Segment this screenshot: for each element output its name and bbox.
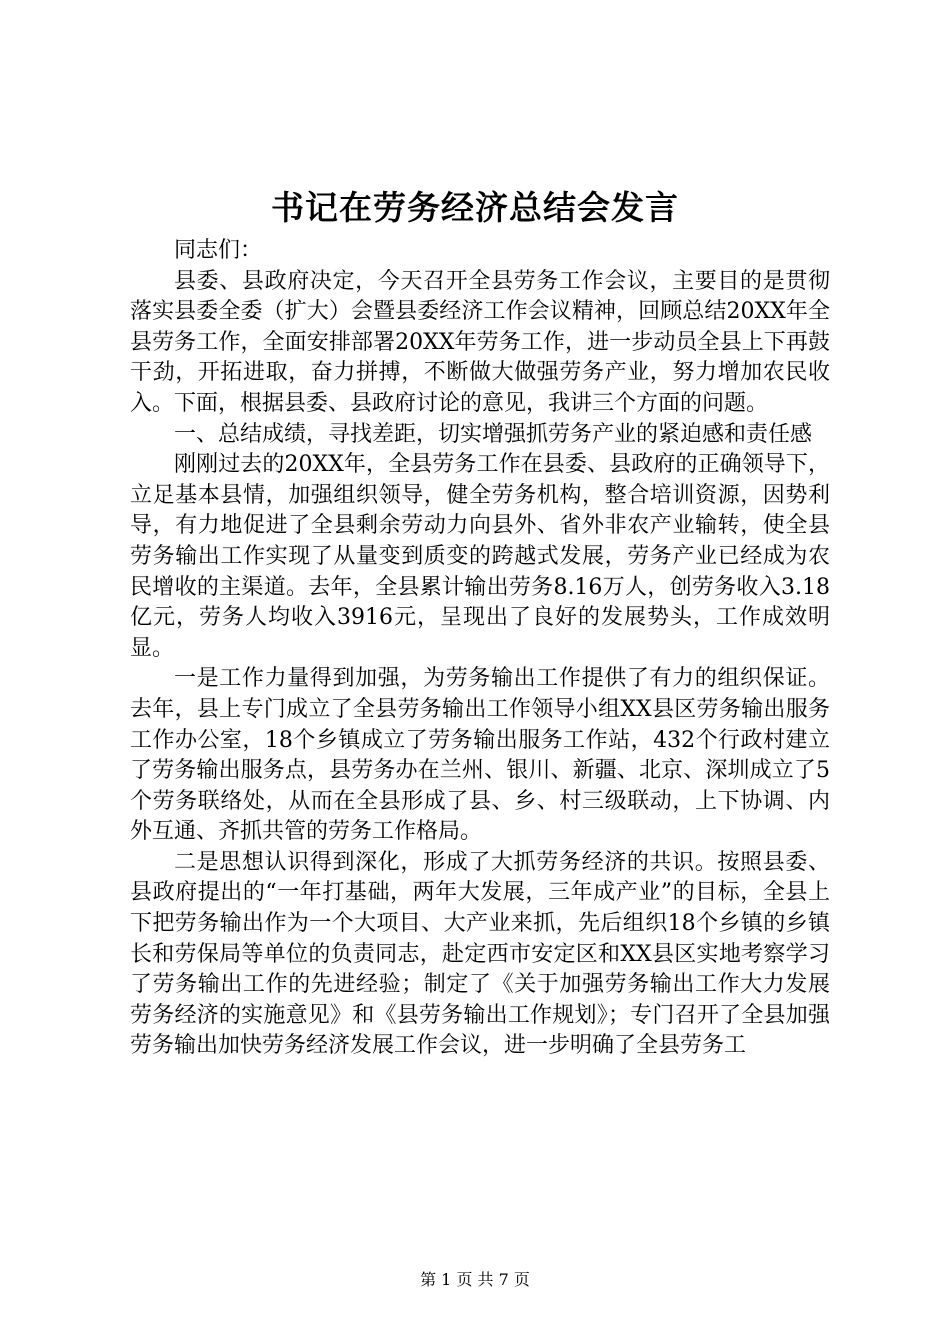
section-heading-1: 一、总结成绩，寻找差距，切实增强抓劳务产业的紧迫感和责任感 — [174, 421, 813, 447]
document-body — [130, 236, 830, 1062]
document-title: 书记在劳务经济总结会发言 — [271, 188, 679, 227]
intro-paragraph: 县委、县政府决定，今天召开全县劳务工作会议，主要目的是贯彻落实县委全委（扩大）会暨县委经济工作会议精神，回顾总结20XX年全县劳务工作，全面安排部署20XX年劳务工作，进一步动员全县上下再鼓干劲，开拓进取，奋力拼搏，不断做大做强劳务产业，努力增加农民收入。下面，根据县委、县政府讨论的意见，我讲三个方面的问题。 — [130, 268, 830, 416]
page-footer: 第 1 页 共 7 页 — [420, 1270, 530, 1289]
point-one-paragraph: 一是工作力量得到加强，为劳务输出工作提供了有力的组织保证。去年，县上专门成立了全县劳务输出工作领导小组XX县区劳务输出服务工作办公室，18个乡镇成立了劳务输出服务工作站，432个行政村建立了劳务输出服务点，县劳务办在兰州、银川、新疆、北京、深圳成立了5个劳务联络处，从而在全县形成了县、乡、村三级联动，上下协调、内外互通、齐抓共管的劳务工作格局。 — [130, 666, 830, 845]
point-two-paragraph: 二是思想认识得到深化，形成了大抓劳务经济的共识。按照县委、县政府提出的“一年打基础，两年大发展，三年成产业”的目标，全县上下把劳务输出作为一个大项目、大产业来抓，先后组织18个乡镇的乡镇长和劳保局等单位的负责同志，赴定西市安定区和XX县区实地考察学习了劳务输出工作的先进经验；制定了《关于加强劳务输出工作大力发展劳务经济的实施意见》和《县劳务输出工作规划》；专门召开了全县加强劳务输出加快劳务经济发展工作会议，进一步明确了全县劳务工 — [130, 849, 830, 1059]
summary-paragraph: 刚刚过去的20XX年，全县劳务工作在县委、县政府的正确领导下，立足基本县情，加强组织领导，健全劳务机构，整合培训资源，因势利导，有力地促进了全县剩余劳动力向县外、省外非农产业输转，使全县劳务输出工作实现了从量变到质变的跨越式发展，劳务产业已经成为农民增收的主渠道。去年，全县累计输出劳务8.16万人，创劳务收入3.18亿元，劳务人均收入3916元，呈现出了良好的发展势头，工作成效明显。 — [130, 452, 830, 661]
salutation-paragraph: 同志们： — [174, 238, 263, 263]
